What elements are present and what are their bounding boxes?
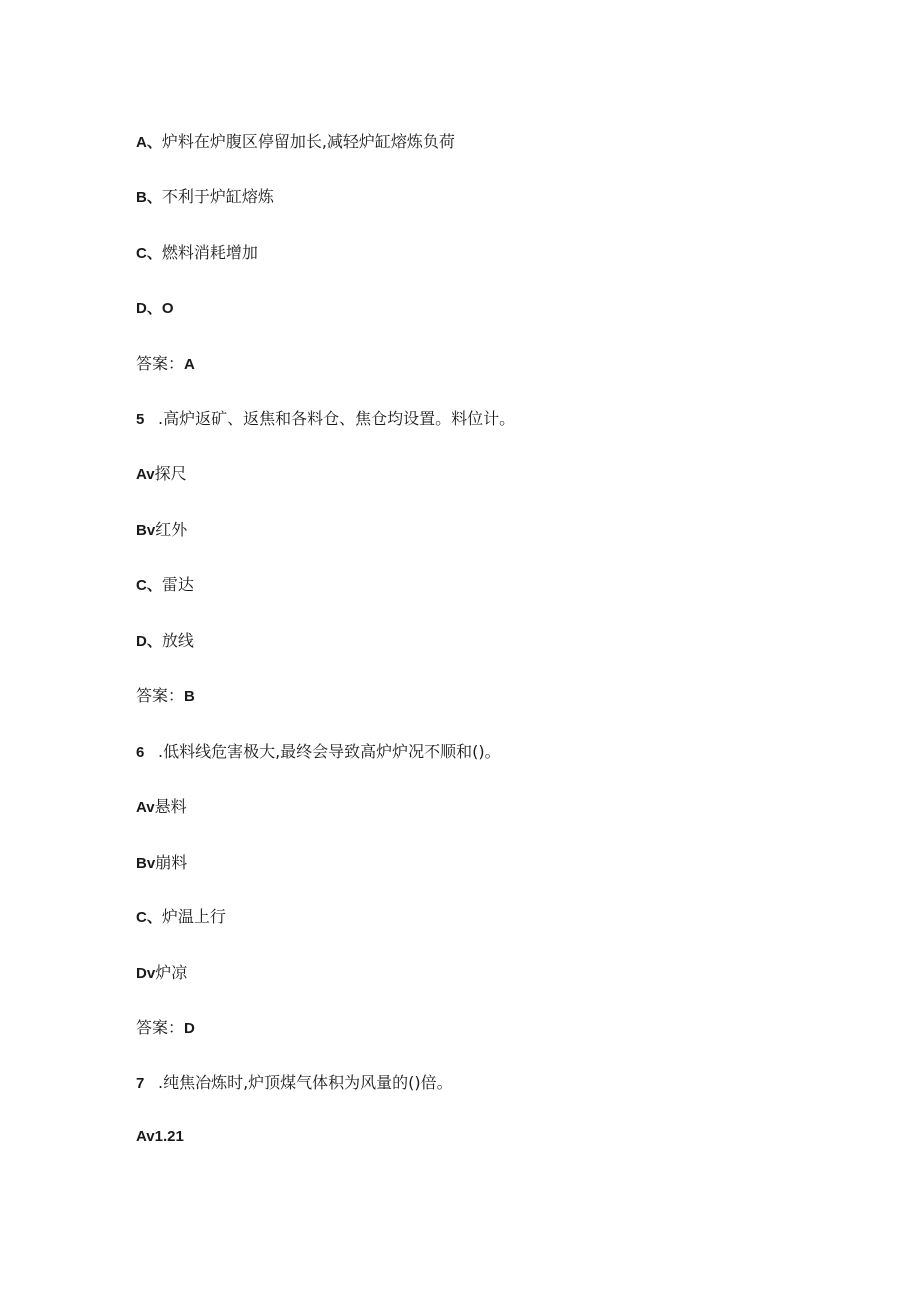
- option-line: [136, 242, 258, 265]
- question-line: [136, 408, 515, 431]
- option-text: 放线: [161, 631, 194, 650]
- question-line: [136, 741, 501, 764]
- option-text: 炉凉: [155, 963, 188, 982]
- answer-label: 答案：: [136, 1018, 185, 1037]
- option-label: Av: [136, 466, 155, 483]
- answer-label: 答案：: [136, 354, 185, 373]
- option-label: Av: [136, 799, 155, 816]
- question-line: [136, 1072, 453, 1095]
- option-text: 雷达: [161, 575, 194, 594]
- option-text: O: [161, 300, 174, 317]
- question-number: 5: [136, 411, 145, 428]
- option-text: 探尺: [154, 464, 187, 483]
- option-line: [136, 852, 187, 875]
- option-label: Bv: [136, 522, 156, 539]
- option-label: C、: [136, 909, 162, 926]
- option-text: 炉料在炉腹区停留加长,减轻炉缸熔炼负荷: [161, 132, 455, 151]
- option-line: [136, 519, 187, 542]
- option-label: D、: [136, 300, 162, 317]
- option-line: [136, 1125, 184, 1148]
- answer-label: 答案：: [136, 686, 185, 705]
- option-text: 红外: [155, 520, 188, 539]
- option-text: 燃料消耗增加: [161, 243, 258, 262]
- answer-value: B: [184, 688, 195, 705]
- option-text: 悬料: [154, 797, 187, 816]
- question-text: .高炉返矿、返焦和各料仓、焦仓均设置。料位计。: [158, 409, 516, 428]
- question-number: 6: [136, 744, 145, 761]
- option-label: C、: [136, 245, 162, 262]
- option-label: A、: [136, 134, 162, 151]
- answer-value: A: [184, 356, 195, 373]
- option-text: 1.21: [154, 1128, 184, 1145]
- option-label: C、: [136, 577, 162, 594]
- question-text: .低料线危害极大,最终会导致高炉炉况不顺和()。: [158, 742, 501, 761]
- option-text: 不利于炉缸熔炼: [161, 187, 274, 206]
- option-line: [136, 962, 187, 985]
- answer-line: [136, 353, 195, 376]
- option-line: [136, 131, 455, 154]
- option-label: Av: [136, 1128, 155, 1145]
- answer-value: D: [184, 1020, 195, 1037]
- option-line: [136, 906, 226, 929]
- option-line: [136, 796, 187, 819]
- option-label: B、: [136, 189, 162, 206]
- option-label: Bv: [136, 855, 156, 872]
- option-label: Dv: [136, 965, 156, 982]
- option-line: [136, 574, 194, 597]
- option-label: D、: [136, 633, 162, 650]
- option-line: [136, 186, 274, 209]
- answer-line: [136, 1017, 195, 1040]
- question-number: 7: [136, 1075, 145, 1092]
- option-text: 炉温上行: [161, 907, 226, 926]
- option-line: [136, 297, 174, 320]
- option-line: [136, 463, 187, 486]
- option-line: [136, 630, 194, 653]
- option-text: 崩料: [155, 853, 188, 872]
- question-text: .纯焦冶炼时,炉顶煤气体积为风量的()倍。: [158, 1073, 453, 1092]
- answer-line: [136, 685, 195, 708]
